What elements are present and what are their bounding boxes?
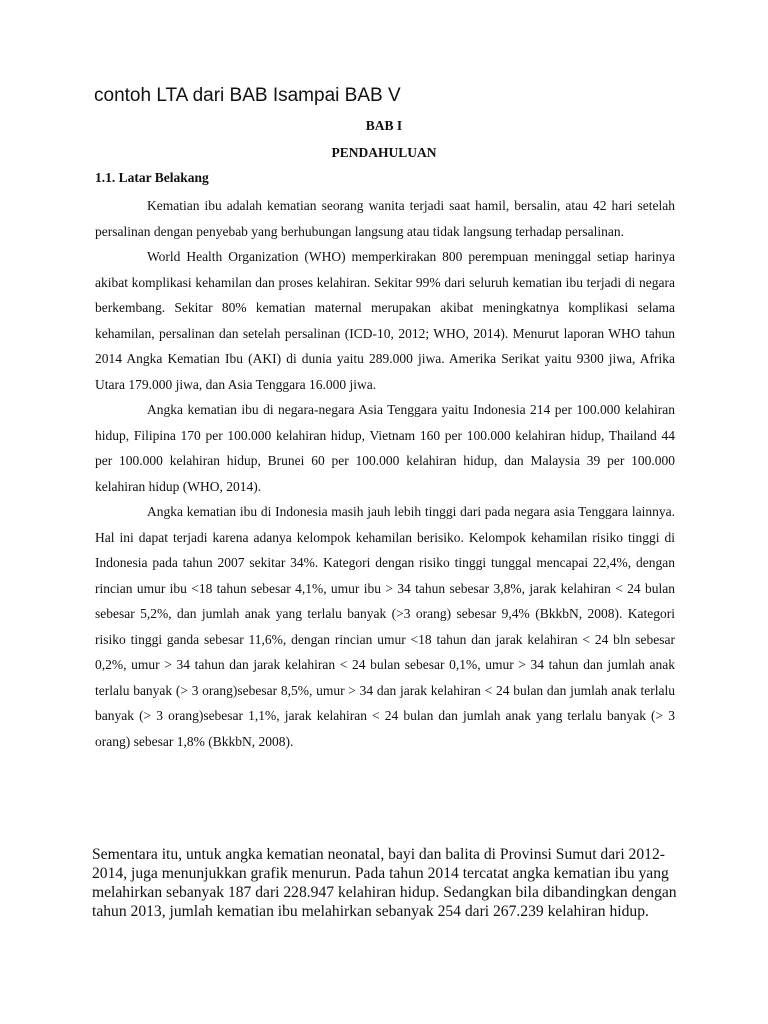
paragraph-indonesia-risk: Angka kematian ibu di Indonesia masih jauh lebih tinggi dari pada negara asia Tenggara lainnya. Hal ini dapat terjadi karena adanya kelompok kehamilan berisiko. Kelompok kehamilan risiko tinggi di Indonesia pada tahun 2007 sekitar 34%. Kategori dengan risiko tinggi tunggal mencapai 22,4%, dengan rincian umur ibu <18 tahun sebesar 4,1%, umur ibu > 34 tahun sebesar 3,8%, jarak kelahiran < 24 bulan sebesar 5,2%, dan jumlah anak yang terlalu banyak (>3 orang) sebesar 9,4% (BkkbN, 2008). Kategori risiko tinggi ganda sebesar 11,6%, dengan rincian umur <18 tahun dan jarak kelahiran < 24 bln sebesar 0,2%, umur > 34 tahun dan jarak kelahiran < 24 bulan sebesar 0,1%, umur > 34 tahun dan jumlah anak terlalu banyak (> 3 orang)sebesar 8,5%, umur > 34 dan jarak kelahiran < 24 bulan dan jumlah anak terlalu banyak (> 3 orang)sebesar 1,1%, jarak kelahiran < 24 bulan dan jumlah anak yang terlalu banyak (> 3 orang) sebesar 1,8% (BkkbN, 2008). [95, 504, 675, 749]
document-title: contoh LTA dari BAB Isampai BAB V [94, 85, 401, 106]
chapter-title: PENDAHULUAN [331, 145, 437, 160]
section-heading: 1.1. Latar Belakang [95, 170, 209, 185]
paragraph-sumut-neonatal: Sementara itu, untuk angka kematian neonatal, bayi dan balita di Provinsi Sumut dari 2012-2014, juga menunjukkan grafik menurun. Pada tahun 2014 tercatat angka kematian ibu yang melahirkan sebanyak 187 dari 228.947 kelahiran hidup. Sedangkan bila dibandingkan dengan tahun 2013, jumlah kematian ibu melahirkan sebanyak 254 dari 267.239 kelahiran hidup. [92, 846, 677, 920]
chapter-number: BAB I [365, 118, 403, 133]
paragraph-southeast-asia-rates: Angka kematian ibu di negara-negara Asia Tenggara yaitu Indonesia 214 per 100.000 kelahiran hidup, Filipina 170 per 100.000 kelahiran hidup, Vietnam 160 per 100.000 kelahiran hidup, Thailand 44 per 100.000 kelahiran hidup, Brunei 60 per 100.000 kelahiran hidup, dan Malaysia 39 per 100.000 kelahiran hidup (WHO, 2014). [95, 402, 675, 494]
paragraph-maternal-death-definition: Kematian ibu adalah kematian seorang wanita terjadi saat hamil, bersalin, atau 42 hari setelah persalinan dengan penyebab yang berhubungan langsung atau tidak langsung terhadap persalinan. [95, 198, 675, 239]
paragraph-who-estimate: World Health Organization (WHO) memperkirakan 800 perempuan meninggal setiap harinya akibat komplikasi kehamilan dan proses kelahiran. Sekitar 99% dari seluruh kematian ibu terjadi di negara berkembang. Sekitar 80% kematian maternal merupakan akibat meningkatnya komplikasi selama kehamilan, persalinan dan setelah persalinan (ICD-10, 2012; WHO, 2014). Menurut laporan WHO tahun 2014 Angka Kematian Ibu (AKI) di dunia yaitu 289.000 jiwa. Amerika Serikat yaitu 9300 jiwa, Afrika Utara 179.000 jiwa, dan Asia Tenggara 16.000 jiwa. [95, 249, 675, 392]
document-body [95, 193, 675, 754]
